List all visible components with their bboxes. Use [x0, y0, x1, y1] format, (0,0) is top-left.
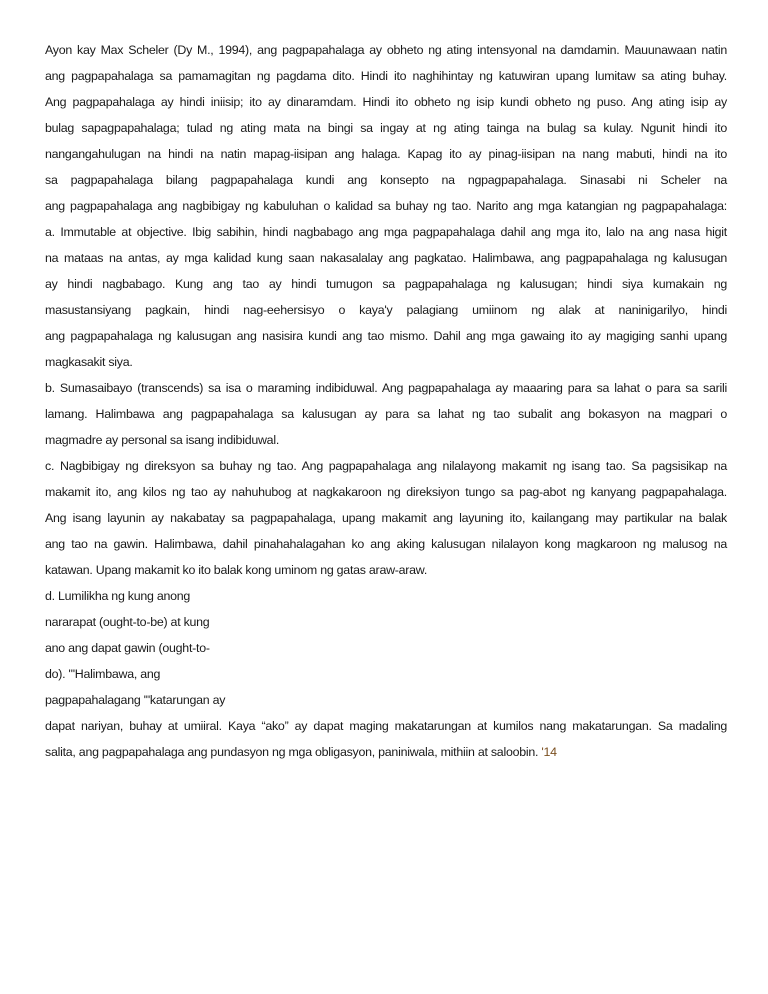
text-line: magkasakit siya. — [45, 355, 133, 369]
text-line: dapat nariyan, buhay at umiiral. Kaya “ako” ay dapat maging makatarungan at kumilos nang makatarungan. Sa madaling — [45, 719, 727, 733]
text-line: c. Nagbibigay ng direksyon sa buhay ng tao. Ang pagpapahalaga ang nilalayong makamit ng isang tao. Sa pagsisikap na — [45, 459, 727, 473]
text-line: Ang pagpapahalaga ay hindi iniisip; ito ay dinaramdam. Hindi ito obheto ng isip kundi obheto ng puso. Ang ating isip ay — [45, 95, 727, 109]
text-line: ang pagpapahalaga ng kalusugan ang nasisira kundi ang tao mismo. Dahil ang mga gawaing ito ay magiging sanhi upang — [45, 329, 727, 343]
text-line-last — [45, 743, 727, 761]
text-line: ay hindi nagbabago. Kung ang tao ay hindi tumugon sa pagpapahalaga ng kalusugan; hindi siya kumakain ng — [45, 277, 727, 291]
text-line: nangangahulugan na hindi na natin mapag-iisipan ang halaga. Kapag ito ay pinag-iisipan na nang mabuti, hindi na ito — [45, 147, 727, 161]
text-line: masustansiyang pagkain, hindi nag-eehersisyo o kaya'y palagiang umiinom ng alak at naninigarilyo, hindi — [45, 303, 727, 317]
text-line: d. Lumilikha ng kung anong — [45, 589, 191, 603]
text-line: ano ang dapat gawin (ought-to- — [45, 641, 210, 655]
text-line: ang tao na gawin. Halimbawa, dahil pinahahalagahan ko ang aking kalusugan nilalayon kong magkaroon ng malusog na — [45, 537, 727, 551]
text-line: makamit ito, ang kilos ng tao ay nahuhubog at nagkakaroon ng direksiyon tungo sa pag-abot ng kanyang pagpapahalaga. — [45, 485, 727, 499]
text-line: Ayon kay Max Scheler (Dy M., 1994), ang pagpapahalaga ay obheto ng ating intensyonal na damdamin. Mauunawaan natin — [45, 43, 727, 57]
text-line: bulag sapagpapahalaga; tulad ng ating mata na bingi sa ingay at ng ating tainga na bulag sa kulay. Ngunit hindi ito — [45, 121, 727, 135]
text-line: pagpapahalagang '"katarungan ay — [45, 693, 226, 707]
text-line: katawan. Upang makamit ko ito balak kong uminom ng gatas araw-araw. — [45, 563, 428, 577]
text-line: b. Sumasaibayo (transcends) sa isa o maraming indibiduwal. Ang pagpapahalaga ay maaaring para sa lahat o para sa sarili — [45, 381, 727, 395]
text-line: nararapat (ought-to-be) at kung — [45, 615, 210, 629]
text-line: Ang isang layunin ay nakabatay sa pagpapahalaga, upang makamit ang layuning ito, kailangang may partikular na balak — [45, 511, 727, 525]
text-line: ang pagpapahalaga sa pamamagitan ng pagdama dito. Hindi ito naghihintay ng katuwiran upang lumitaw sa ating buhay. — [45, 69, 727, 83]
text-line: magmadre ay personal sa isang indibiduwal. — [45, 433, 280, 447]
text-line: ang pagpapahalaga ang nagbibigay ng kabuluhan o kalidad sa buhay ng tao. Narito ang mga katangian ng pagpapahalaga: — [45, 199, 727, 213]
text-line: na mataas na antas, ay mga kalidad kung saan nakasalalay ang pagkatao. Halimbawa, ang pagpapahalaga ng kalusugan — [45, 251, 727, 265]
text-line: sa pagpapahalaga bilang pagpapahalaga kundi ang konsepto na ngpagpapahalaga. Sinasabi ni Scheler na — [45, 173, 727, 187]
text-line: a. Immutable at objective. Ibig sabihin, hindi nagbabago ang mga pagpapahalaga dahil ang mga ito, lalo na ang nasa higit — [45, 225, 727, 239]
text-line: do). "'Halimbawa, ang — [45, 667, 161, 681]
text-line: lamang. Halimbawa ang pagpapahalaga sa kalusugan ay para sa lahat ng tao subalit ang bokasyon na magpari o — [45, 407, 727, 421]
text-line-content: salita, ang pagpapahalaga ang pundasyon ng mga obligasyon, paniniwala, mithiin at saloobin. — [45, 745, 539, 759]
footnote-marker: '14 — [541, 745, 557, 759]
